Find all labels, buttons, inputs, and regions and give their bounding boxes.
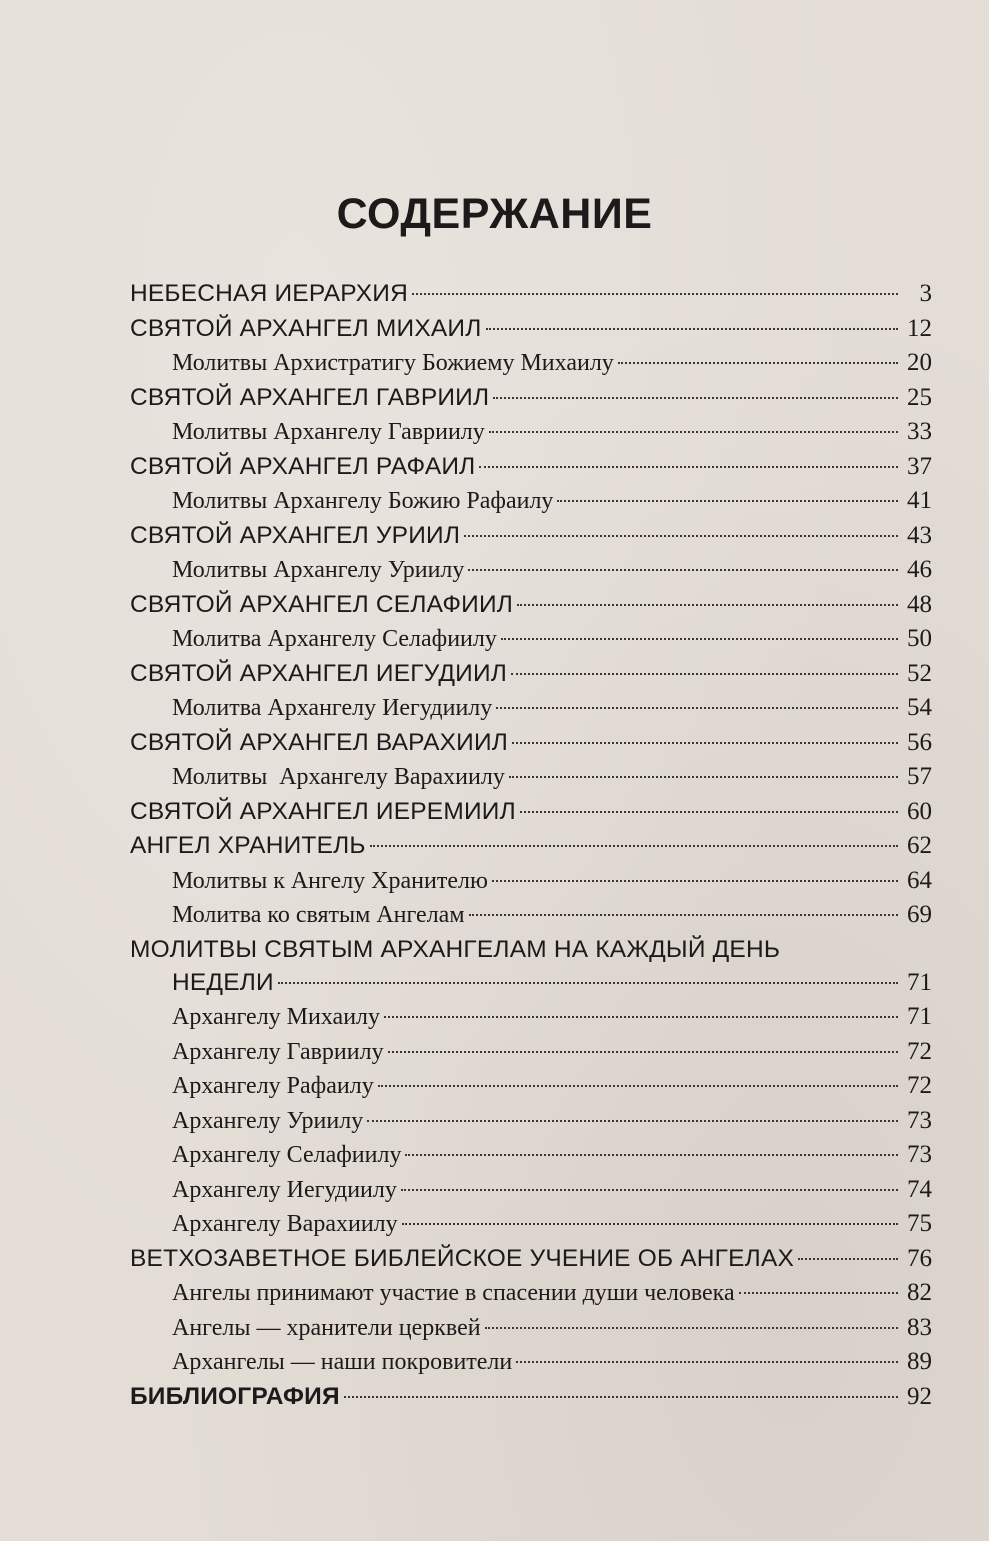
toc-subentry-page: 83 (907, 1313, 932, 1341)
toc-subentry-page: 69 (907, 901, 932, 928)
toc-entry-page: 60 (907, 797, 932, 825)
toc-entry-multiline-continuation[interactable] (130, 969, 932, 1004)
toc-entry-label: СВЯТОЙ АРХАНГЕЛ ГАВРИИЛ (130, 383, 490, 411)
toc-subentry-label: Архангелу Селафиилу (172, 1142, 402, 1168)
toc-entry[interactable] (130, 591, 932, 626)
dot-leader (798, 1258, 898, 1260)
dot-leader (512, 742, 898, 744)
dot-leader (367, 1120, 898, 1122)
toc-entry-page: 56 (907, 728, 932, 756)
toc-entry-label: ВЕТХОЗАВЕТНОЕ БИБЛЕЙСКОЕ УЧЕНИЕ ОБ АНГЕЛАХ (130, 1244, 795, 1272)
dot-leader (479, 466, 898, 468)
dot-leader (493, 397, 898, 399)
dot-leader (489, 431, 898, 433)
toc-subentry-page: 73 (907, 1106, 932, 1134)
toc-subentry[interactable] (130, 1279, 932, 1314)
toc-subentry-label: Молитва Архангелу Селафиилу (172, 626, 497, 652)
toc-subentry-page: 46 (907, 556, 932, 583)
toc-subentry-label: Архангелы — наши покровители (172, 1349, 513, 1375)
dot-leader (468, 569, 898, 571)
dot-leader (501, 638, 898, 640)
toc-subentry-label: Молитва Архангелу Иегудиилу (172, 695, 493, 721)
toc-subentry-page: 50 (907, 625, 932, 652)
toc-entry-page: 62 (907, 832, 932, 859)
toc-subentry[interactable] (130, 1314, 932, 1349)
toc-entry-label: БИБЛИОГРАФИЯ (130, 1382, 340, 1410)
toc-entry-page: 48 (907, 590, 932, 618)
dot-leader (618, 362, 898, 364)
toc-subentry-label: Молитва ко святым Ангелам (172, 902, 465, 928)
toc-subentry[interactable] (130, 763, 932, 798)
toc-subentry[interactable] (130, 556, 932, 591)
dot-leader (517, 604, 898, 606)
dot-leader (405, 1154, 898, 1156)
toc-subentry-label: Молитвы Архангелу Уриилу (172, 557, 465, 583)
toc-entry[interactable] (130, 315, 932, 350)
toc-entry-label: СВЯТОЙ АРХАНГЕЛ УРИИЛ (130, 521, 461, 549)
toc-entry-page: 43 (907, 521, 932, 549)
toc-subentry[interactable] (130, 1348, 932, 1383)
toc-entry-page: 92 (907, 1382, 932, 1410)
toc-entry-page: 12 (907, 314, 932, 342)
toc-subentry-page: 64 (907, 866, 932, 894)
toc-subentry-page: 54 (907, 694, 932, 721)
toc-subentry[interactable] (130, 1210, 932, 1245)
toc-subentry-label: Архангелу Рафаилу (172, 1073, 374, 1099)
toc-subentry-page: 72 (907, 1072, 932, 1099)
toc-entry-label: МОЛИТВЫ СВЯТЫМ АРХАНГЕЛАМ НА КАЖДЫЙ ДЕНЬ (130, 935, 781, 963)
toc-entry[interactable] (130, 1383, 932, 1418)
toc-entry[interactable] (130, 384, 932, 419)
toc-subentry-label: Ангелы принимают участие в спасении души человека (172, 1280, 735, 1306)
toc-entry-label: СВЯТОЙ АРХАНГЕЛ ИЕГУДИИЛ (130, 659, 508, 687)
toc-subentry-label: Архангелу Иегудиилу (172, 1176, 397, 1203)
toc-entry-page: 52 (907, 659, 932, 687)
toc-subentry-page: 74 (907, 1175, 932, 1203)
toc-subentry[interactable] (130, 625, 932, 660)
toc-subentry-label: Молитвы Архангелу Гавриилу (172, 419, 485, 445)
toc-subentry-page: 75 (907, 1210, 932, 1237)
toc-entry[interactable] (130, 522, 932, 557)
dot-leader (370, 845, 898, 847)
toc-subentry-page: 41 (907, 487, 932, 514)
toc-entry-label: СВЯТОЙ АРХАНГЕЛ МИХАИЛ (130, 314, 482, 342)
dot-leader (469, 914, 898, 916)
dot-leader (384, 1016, 898, 1018)
toc-subentry[interactable] (130, 1176, 932, 1211)
toc-entry-label: СВЯТОЙ АРХАНГЕЛ СЕЛАФИИЛ (130, 590, 514, 618)
toc-subentry-page: 33 (907, 418, 932, 445)
dot-leader (344, 1396, 898, 1398)
page-title: СОДЕРЖАНИЕ (336, 190, 653, 238)
dot-leader (485, 1327, 898, 1329)
toc-subentry-page: 89 (907, 1348, 932, 1375)
dot-leader (739, 1292, 898, 1294)
toc-subentry-page: 20 (907, 349, 932, 376)
toc-subentry[interactable] (130, 1072, 932, 1107)
toc-subentry[interactable] (130, 1003, 932, 1038)
toc-subentry-label: Молитвы к Ангелу Хранителю (172, 867, 488, 894)
dot-leader (378, 1085, 898, 1087)
toc-subentry-page: 72 (907, 1037, 932, 1065)
toc-entry-label: НЕДЕЛИ (172, 968, 274, 996)
toc-entry-page: 71 (907, 968, 932, 996)
toc-subentry-page: 73 (907, 1141, 932, 1168)
toc-entry-label: СВЯТОЙ АРХАНГЕЛ ИЕРЕМИИЛ (130, 797, 516, 825)
toc-subentry-page: 82 (907, 1279, 932, 1306)
dot-leader (402, 1223, 898, 1225)
dot-leader (486, 328, 899, 330)
toc-entry[interactable] (130, 660, 932, 695)
toc-entry[interactable] (130, 729, 932, 764)
toc-subentry[interactable] (130, 1038, 932, 1073)
toc-subentry-label: Молитвы Архистратигу Божиему Михаилу (172, 350, 614, 376)
toc-subentry[interactable] (130, 694, 932, 729)
toc-entry-label: НЕБЕСНАЯ ИЕРАРХИЯ (130, 280, 408, 307)
toc-subentry-label: Молитвы Архангелу Варахиилу (172, 764, 505, 790)
dot-leader (557, 500, 898, 502)
toc-subentry[interactable] (130, 1107, 932, 1142)
toc-entry-page: 37 (907, 452, 932, 480)
toc-subentry[interactable] (130, 349, 932, 384)
toc-entry[interactable] (130, 280, 932, 315)
dot-leader (516, 1361, 898, 1363)
toc-subentry-label: Архангелу Варахиилу (172, 1211, 398, 1237)
toc-subentry[interactable] (130, 901, 932, 936)
dot-leader (520, 811, 898, 813)
toc-entry-label: АНГЕЛ ХРАНИТЕЛЬ (130, 832, 366, 859)
toc-entry-page: 25 (907, 383, 932, 411)
toc-entry-label: СВЯТОЙ АРХАНГЕЛ ВАРАХИИЛ (130, 728, 509, 756)
toc-subentry[interactable] (130, 487, 932, 522)
toc-subentry-label: Архангелу Уриилу (172, 1107, 364, 1134)
toc-entry-page: 3 (919, 280, 932, 307)
toc-entry-label: СВЯТОЙ АРХАНГЕЛ РАФАИЛ (130, 452, 476, 480)
dot-leader (388, 1051, 898, 1053)
dot-leader (509, 776, 898, 778)
dot-leader (464, 535, 898, 537)
toc-subentry-page: 57 (907, 763, 932, 790)
table-of-contents (130, 280, 932, 1417)
toc-entry[interactable] (130, 832, 932, 867)
toc-entry-page: 76 (907, 1244, 932, 1272)
dot-leader (496, 707, 898, 709)
dot-leader (511, 673, 898, 675)
toc-subentry[interactable] (130, 867, 932, 902)
dot-leader (412, 293, 898, 295)
toc-subentry[interactable] (130, 418, 932, 453)
dot-leader (401, 1189, 898, 1191)
toc-entry[interactable] (130, 798, 932, 833)
toc-subentry-page: 71 (907, 1003, 932, 1030)
toc-subentry-label: Архангелу Гавриилу (172, 1038, 384, 1065)
toc-subentry-label: Ангелы — хранители церквей (172, 1314, 481, 1341)
toc-entry[interactable] (130, 1245, 932, 1280)
toc-subentry-label: Молитвы Архангелу Божию Рафаилу (172, 488, 554, 514)
dot-leader (492, 880, 898, 882)
toc-subentry[interactable] (130, 1141, 932, 1176)
toc-subentry-label: Архангелу Михаилу (172, 1004, 381, 1030)
dot-leader (278, 982, 898, 984)
toc-entry[interactable] (130, 453, 932, 488)
toc-entry-multiline-first[interactable] (130, 936, 932, 969)
